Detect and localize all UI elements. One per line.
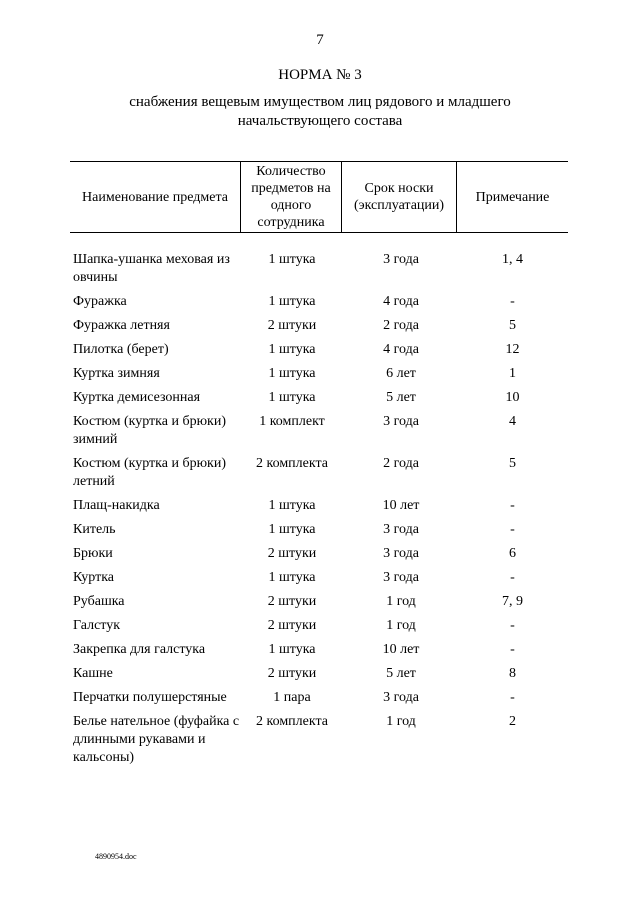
header-item-name: Наименование предмета bbox=[82, 189, 228, 205]
item-term: 3 года bbox=[383, 690, 419, 705]
item-note: - bbox=[510, 618, 515, 633]
table-row bbox=[70, 317, 568, 335]
item-term: 6 лет bbox=[386, 366, 416, 381]
item-name: Галстук bbox=[73, 618, 121, 633]
item-quantity: 1 комплект bbox=[259, 414, 325, 429]
item-quantity: 1 штука bbox=[268, 522, 316, 537]
table-row bbox=[70, 497, 568, 515]
table-row bbox=[70, 251, 568, 287]
table-row bbox=[70, 341, 568, 359]
item-note: 6 bbox=[509, 546, 516, 561]
document-subtitle: снабжения вещевым имуществом лиц рядового и младшего начальствующего состава bbox=[129, 94, 511, 129]
item-note: - bbox=[510, 690, 515, 705]
item-quantity: 2 штуки bbox=[267, 666, 317, 681]
table-row bbox=[70, 617, 568, 635]
table-row bbox=[70, 713, 568, 767]
item-term: 5 лет bbox=[386, 390, 416, 405]
item-note: 1 bbox=[509, 366, 516, 381]
item-note: - bbox=[510, 642, 515, 657]
header-term: Срок носки (эксплуатации) bbox=[353, 181, 445, 213]
page-number: 7 bbox=[316, 32, 324, 48]
item-name: Костюм (куртка и брюки) летний bbox=[73, 456, 226, 489]
item-quantity: 2 штуки bbox=[267, 546, 317, 561]
item-term: 3 года bbox=[383, 414, 419, 429]
item-quantity: 2 комплекта bbox=[256, 714, 328, 729]
table-row bbox=[70, 593, 568, 611]
item-note: - bbox=[510, 498, 515, 513]
item-quantity: 2 комплекта bbox=[256, 456, 328, 471]
table-row bbox=[70, 665, 568, 683]
item-name: Куртка зимняя bbox=[73, 366, 160, 381]
table-row bbox=[70, 455, 568, 491]
item-note: 10 bbox=[505, 390, 520, 405]
item-term: 3 года bbox=[383, 570, 419, 585]
item-note: 12 bbox=[505, 342, 520, 357]
item-term: 4 года bbox=[383, 294, 419, 309]
item-note: 7, 9 bbox=[502, 594, 523, 609]
item-name: Пилотка (берет) bbox=[73, 342, 169, 357]
item-quantity: 1 штука bbox=[268, 570, 316, 585]
item-note: - bbox=[510, 522, 515, 537]
table-header bbox=[70, 161, 568, 233]
item-quantity: 1 штука bbox=[268, 252, 316, 267]
item-quantity: 2 штуки bbox=[267, 618, 317, 633]
item-term: 10 лет bbox=[382, 498, 420, 513]
item-name: Перчатки полушерстяные bbox=[73, 690, 227, 705]
table-row bbox=[70, 569, 568, 587]
item-quantity: 1 штука bbox=[268, 390, 316, 405]
item-note: 8 bbox=[509, 666, 516, 681]
item-term: 5 лет bbox=[386, 666, 416, 681]
item-note: 2 bbox=[509, 714, 516, 729]
item-note: - bbox=[510, 570, 515, 585]
table-row bbox=[70, 521, 568, 539]
item-quantity: 1 штука bbox=[268, 498, 316, 513]
table-row bbox=[70, 545, 568, 563]
item-name: Закрепка для галстука bbox=[73, 642, 206, 657]
item-note: 4 bbox=[509, 414, 516, 429]
item-note: 5 bbox=[509, 456, 516, 471]
item-name: Рубашка bbox=[73, 594, 125, 609]
table-row bbox=[70, 293, 568, 311]
item-term: 3 года bbox=[383, 546, 419, 561]
item-term: 3 года bbox=[383, 252, 419, 267]
supply-norm-table bbox=[70, 161, 568, 765]
item-term: 4 года bbox=[383, 342, 419, 357]
item-note: 1, 4 bbox=[502, 252, 523, 267]
item-note: - bbox=[510, 294, 515, 309]
item-quantity: 2 штуки bbox=[267, 594, 317, 609]
table-row bbox=[70, 413, 568, 449]
header-note: Примечание bbox=[475, 189, 550, 205]
table-row bbox=[70, 689, 568, 707]
file-name: 4890954.doc bbox=[95, 852, 137, 861]
item-quantity: 1 штука bbox=[268, 366, 316, 381]
item-name: Шапка-ушанка меховая из овчины bbox=[73, 252, 230, 285]
item-name: Кашне bbox=[73, 666, 113, 681]
item-quantity: 2 штуки bbox=[267, 318, 317, 333]
item-name: Белье нательное (фуфайка с длинными рукавами и кальсоны) bbox=[73, 714, 240, 765]
item-name: Костюм (куртка и брюки) зимний bbox=[73, 414, 226, 447]
item-quantity: 1 пара bbox=[273, 690, 311, 705]
table-row bbox=[70, 641, 568, 659]
item-name: Куртка bbox=[73, 570, 115, 585]
item-quantity: 1 штука bbox=[268, 342, 316, 357]
item-term: 1 год bbox=[386, 594, 416, 609]
item-term: 10 лет bbox=[382, 642, 420, 657]
item-name: Брюки bbox=[73, 546, 113, 561]
header-quantity: Количество предметов на одного сотрудника bbox=[251, 164, 331, 230]
item-name: Фуражка летняя bbox=[73, 318, 170, 333]
table-body bbox=[70, 251, 568, 773]
item-term: 2 года bbox=[383, 318, 419, 333]
item-quantity: 1 штука bbox=[268, 294, 316, 309]
document-title: НОРМА № 3 bbox=[278, 67, 362, 83]
item-name: Фуражка bbox=[73, 294, 127, 309]
item-term: 3 года bbox=[383, 522, 419, 537]
item-quantity: 1 штука bbox=[268, 642, 316, 657]
table-row bbox=[70, 389, 568, 407]
item-name: Плащ-накидка bbox=[73, 498, 160, 513]
item-term: 1 год bbox=[386, 618, 416, 633]
item-term: 2 года bbox=[383, 456, 419, 471]
item-name: Китель bbox=[73, 522, 116, 537]
item-term: 1 год bbox=[386, 714, 416, 729]
table-row bbox=[70, 365, 568, 383]
item-note: 5 bbox=[509, 318, 516, 333]
item-name: Куртка демисезонная bbox=[73, 390, 201, 405]
